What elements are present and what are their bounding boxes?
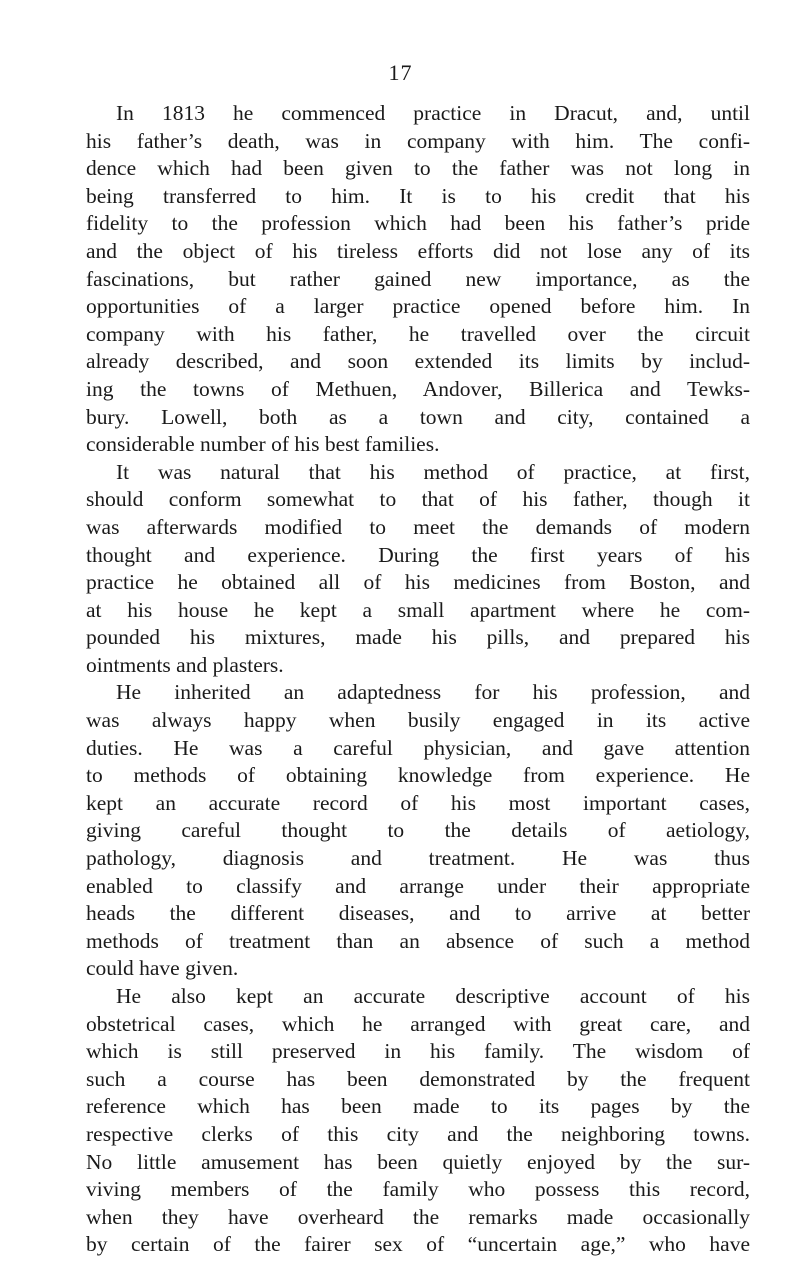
text-line: should conform somewhat to that of his father, though it (86, 487, 750, 512)
text-line: to methods of obtaining knowledge from experience. He (86, 763, 750, 788)
text-line: ing the towns of Methuen, Andover, Billerica and Tewks- (86, 376, 750, 401)
text-line: already described, and soon extended its limits by includ- (86, 349, 750, 374)
text-line: It was natural that his method of practice, at first, (116, 459, 750, 484)
text-line: being transferred to him. It is to his credit that his (86, 183, 750, 208)
text-line: viving members of the family who possess this record, (86, 1177, 750, 1202)
text-line: duties. He was a careful physician, and gave attention (86, 735, 750, 760)
text-line: fascinations, but rather gained new importance, as the (86, 266, 750, 291)
text-line: reference which has been made to its pages by the (86, 1094, 750, 1119)
text-line: practice he obtained all of his medicines from Boston, and (86, 570, 750, 595)
text-line: obstetrical cases, which he arranged with great care, and (86, 1011, 750, 1036)
text-line: pathology, diagnosis and treatment. He was thus (86, 846, 750, 871)
text-line: heads the different diseases, and to arrive at better (86, 901, 750, 926)
text-line: pounded his mixtures, made his pills, and prepared his (86, 625, 750, 650)
text-line: In 1813 he commenced practice in Dracut, and, until (116, 101, 750, 125)
text-line: giving careful thought to the details of aetiology, (86, 818, 750, 843)
text-line: at his house he kept a small apartment where he com- (86, 597, 750, 622)
text-line: could have given. (86, 956, 239, 981)
text-line: No little amusement has been quietly enjoyed by the sur- (86, 1149, 750, 1174)
text-line: which is still preserved in his family. The wisdom of (86, 1039, 750, 1064)
text-line: fidelity to the profession which had been his father’s pride (86, 211, 750, 236)
text-line: and the object of his tireless efforts did not lose any of its (86, 238, 750, 263)
text-line: ointments and plasters. (86, 652, 284, 677)
text-line: dence which had been given to the father was not long in (86, 156, 750, 181)
text-line: his father’s death, was in company with him. The confi- (86, 128, 750, 153)
text-line: was afterwards modified to meet the demands of modern (86, 514, 750, 539)
text-line: was always happy when busily engaged in its active (86, 708, 750, 733)
text-line: enabled to classify and arrange under their appropriate (86, 873, 750, 898)
text-line: methods of treatment than an absence of such a method (86, 928, 750, 953)
text-line: such a course has been demonstrated by the frequent (86, 1066, 750, 1091)
text-line: kept an accurate record of his most important cases, (86, 790, 750, 815)
text-line: respective clerks of this city and the neighboring towns. (86, 1121, 750, 1146)
body-text (86, 100, 750, 1259)
text-line: considerable number of his best families. (86, 432, 440, 457)
text-line: He inherited an adaptedness for his profession, and (116, 680, 750, 705)
text-line: opportunities of a larger practice opened before him. In (86, 294, 750, 319)
text-line: by certain of the fairer sex of “uncertain age,” who have (86, 1232, 750, 1257)
text-line: thought and experience. During the first years of his (86, 542, 750, 567)
text-line: He also kept an accurate descriptive account of his (116, 984, 750, 1008)
page-number: 17 (388, 60, 413, 85)
text-line: when they have overheard the remarks made occasionally (86, 1204, 750, 1229)
text-line: company with his father, he travelled over the circuit (86, 321, 750, 346)
text-line: bury. Lowell, both as a town and city, contained a (86, 404, 750, 429)
